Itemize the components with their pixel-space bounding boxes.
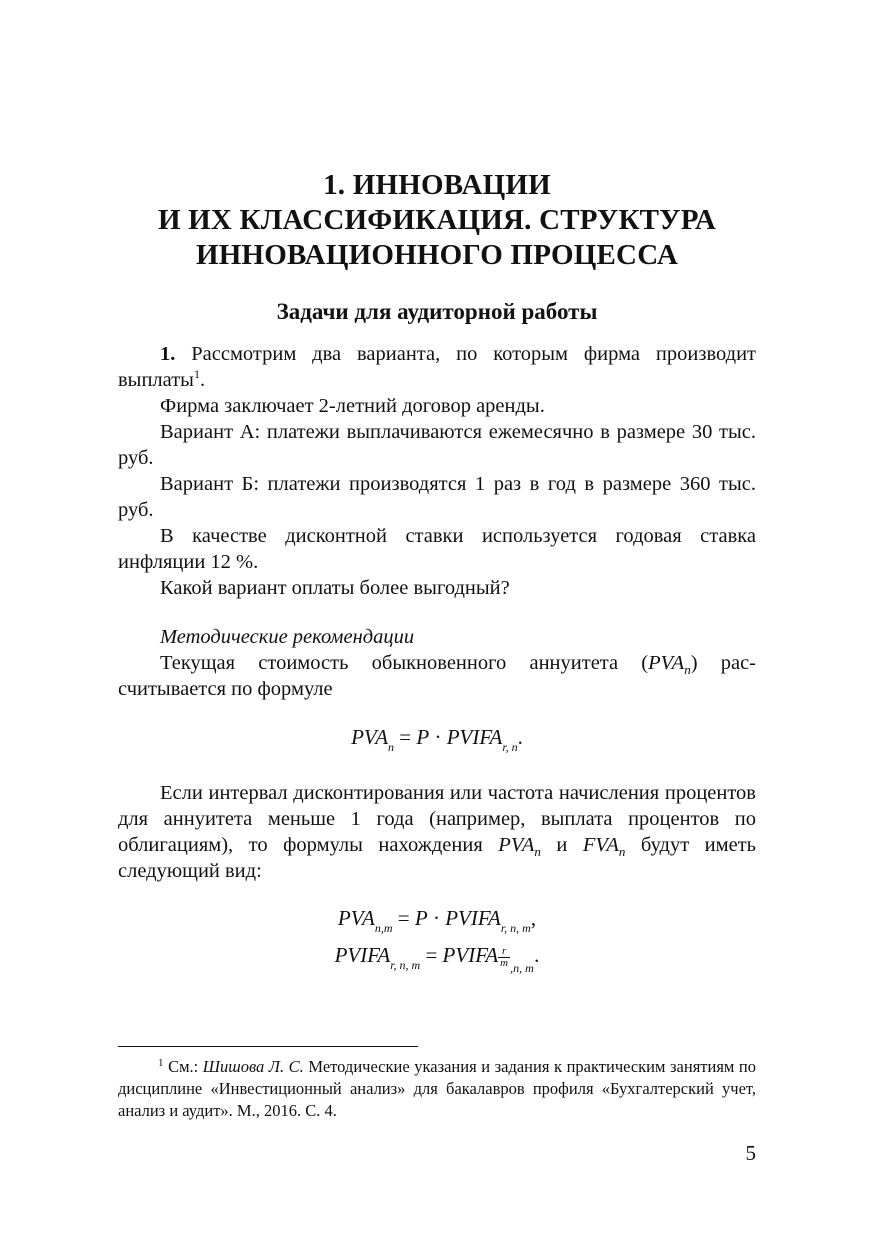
formula3-lhs-sub: r, n, m — [390, 958, 421, 972]
methods — [118, 624, 756, 702]
formula1-eq: = — [394, 725, 417, 749]
formula3-end: . — [534, 943, 540, 967]
formula2-lhs: PVA — [337, 906, 375, 930]
formula2-rhs-sub: r, n, m — [500, 921, 531, 935]
page-number: 5 — [745, 1141, 756, 1165]
task-question: Какой вариант оплаты более выгодный? — [160, 577, 510, 599]
task-variant-a: Вариант А: платежи выплачиваются ежемесячно в размере 30 тыс. руб. — [118, 421, 756, 469]
footnote-author: Шишова Л. С. — [202, 1057, 304, 1076]
task-discount: В качестве дисконтной ставки используется годовая ставка инфляции 12 %. — [118, 525, 756, 573]
formula2-eq: = — [392, 906, 415, 930]
chapter-title-line-1: 1. ИННОВАЦИИ — [323, 169, 551, 201]
formula1-rhs-sub: r, n — [502, 740, 518, 754]
task-intro — [118, 341, 756, 393]
task-number: 1. — [160, 343, 176, 365]
formula3-frac-den: m — [500, 957, 509, 969]
formula3-rhs: PVIFA — [442, 943, 499, 967]
methods-p1-after: ) рас-считывается по формуле — [118, 652, 756, 700]
formula3-lhs: PVIFA — [334, 943, 391, 967]
chapter-title-line-3: ИННОВАЦИОННОГО ПРОЦЕССА — [195, 239, 679, 271]
formula3-frac-num: r — [498, 946, 510, 958]
methods-p2-end: будут иметь следующий вид: — [118, 834, 757, 882]
formula-pva-nm — [118, 905, 756, 935]
chapter-title — [118, 168, 756, 273]
formula1-lhs: PVA — [351, 725, 389, 749]
methods-paragraph-2 — [118, 780, 756, 884]
formula2-rhs: PVIFA — [445, 906, 501, 930]
formula1-lhs-sub: n — [388, 740, 395, 754]
methods-p1-before: Текущая стоимость обыкновенного аннуитета ( — [160, 652, 649, 674]
formula1-dot: · — [429, 725, 447, 749]
methods-heading: Методические рекомендации — [160, 626, 415, 648]
footnote — [118, 1056, 756, 1122]
task-intro-end: . — [199, 369, 206, 391]
footnote-mark: 1 — [158, 1057, 164, 1069]
formula2-p: P — [414, 906, 428, 930]
formula2-end: , — [530, 906, 537, 930]
task-intro-text: Рассмотрим два варианта, по которым фирма производит выплаты — [118, 343, 756, 391]
task-1 — [118, 341, 756, 601]
formula2-lhs-sub: n,m — [374, 921, 393, 935]
methods-p1-var: PVA — [648, 652, 685, 674]
methods-p2-and: и — [556, 834, 568, 856]
formula3-sub-rest: ,n, m — [510, 961, 534, 975]
footnote-divider — [118, 1046, 418, 1047]
footnote-prefix: См.: — [168, 1057, 199, 1076]
task-lease: Фирма заключает 2-летний договор аренды. — [160, 395, 545, 417]
chapter-title-line-2: И ИХ КЛАССИФИКАЦИЯ. СТРУКТУРА — [157, 204, 717, 236]
task-variant-b: Вариант Б: платежи производятся 1 раз в год в размере 360 тыс. руб. — [118, 473, 756, 521]
footnote-ref[interactable]: 1 — [193, 367, 200, 381]
formula-pva — [118, 724, 756, 754]
methods-paragraph-1 — [118, 650, 756, 702]
methods-p2-var1: PVA — [498, 834, 535, 856]
methods-p2-sub1: n — [534, 844, 541, 859]
section-title: Задачи для аудиторной работы — [276, 299, 598, 324]
formula2-dot: · — [427, 906, 446, 930]
formula1-rhs: PVIFA — [446, 725, 503, 749]
methods-p2 — [118, 780, 756, 884]
methods-p2-var2: FVA — [582, 834, 619, 856]
formula3-subscript — [498, 945, 534, 975]
formula1-p: P — [416, 725, 430, 749]
methods-p2-sub2: n — [618, 844, 626, 859]
methods-p1-sub: n — [684, 662, 691, 677]
formula1-end: . — [517, 725, 523, 749]
formula3-fraction — [498, 946, 510, 969]
formula-pvifa-nm — [118, 942, 756, 975]
footnote-text: Методические указания и задания к практическим занятиям по дисциплине «Инвестиционный анализ» для бакалавров профиля «Бухгалтерский учет, анализ и аудит». М., 2016. С. 4. — [118, 1057, 756, 1120]
methods-p2-text: Если интервал дисконтирования или частота начисления процентов для аннуитета меньше 1 года (например, выплата процентов по облигациям), то формулы нахождения — [118, 782, 756, 856]
formula3-eq: = — [420, 943, 443, 967]
